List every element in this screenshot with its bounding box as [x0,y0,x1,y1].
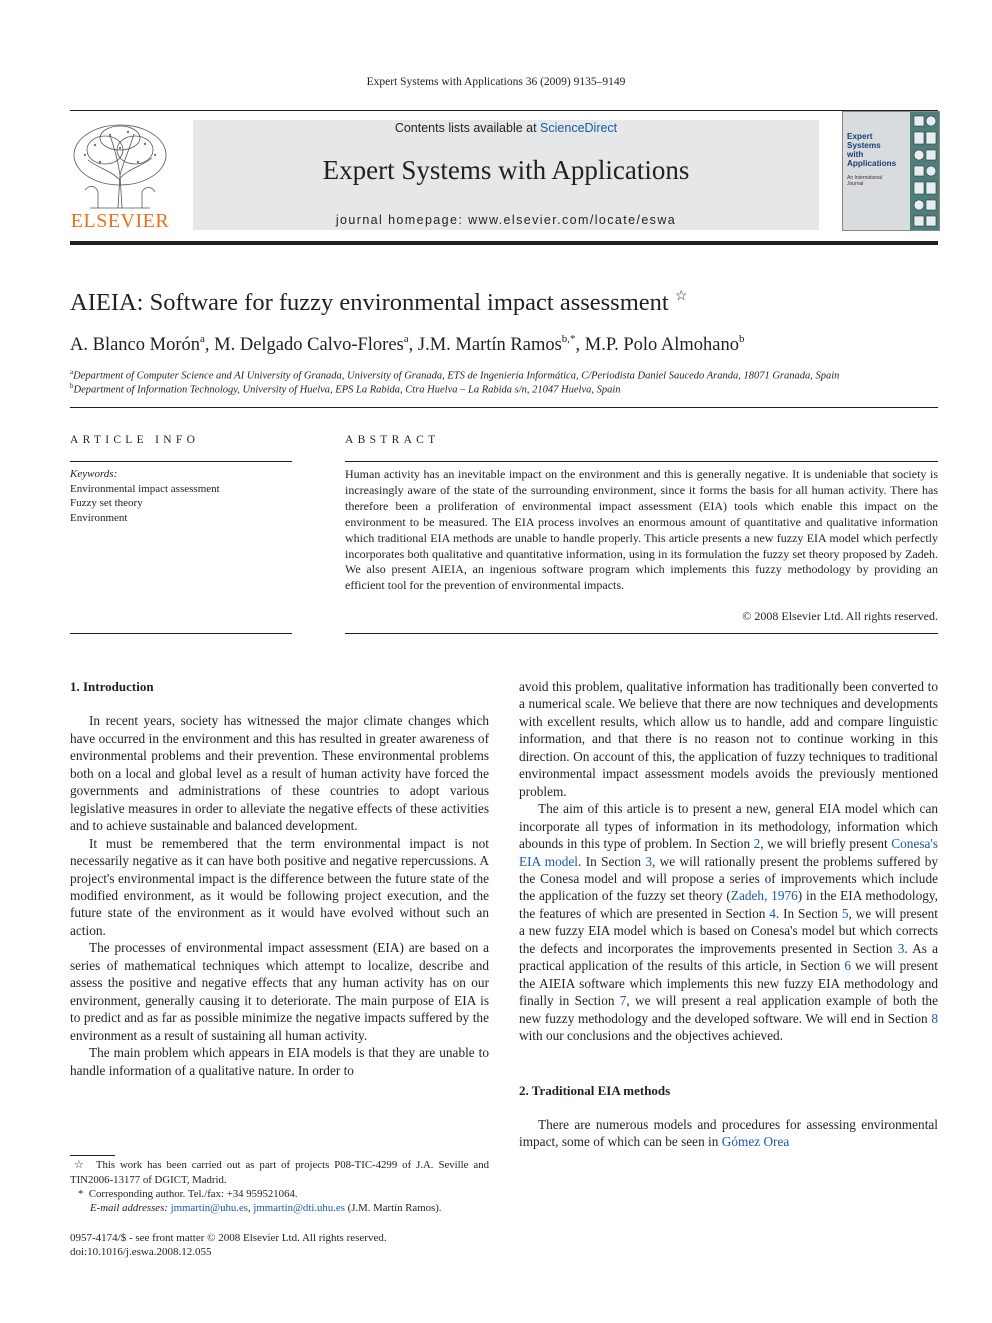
affiliation-b: $^b$Department of Information Technology, University of Huelva, EPS La Rabida, Ctra Huelva – La Rabida s/n, 21047 Huelva, Spain [70,382,621,396]
reference-link[interactable]: Gómez Orea [721,1134,790,1150]
elsevier-wordmark: ELSEVIER [70,210,170,232]
sciencedirect-link[interactable]: ScienceDirect [540,121,618,135]
affiliation-a: $^a$Department of Computer Science and AI University of Granada, University of Granada, ETS de Ingeniería Informática, C/Periodista Daniel Saucedo Aranda, 18071 Granada, Spain [70,368,840,382]
section-heading: 1. Introduction [70,679,154,694]
footnote-funding: ☆ This work has been carried out as part of projects P08-TIC-4299 of J.A. Seville and TIN2006-13177 of DGICT, Madrid. [70,1159,489,1186]
abstract-heading: ABSTRACT [345,434,440,446]
paragraph: avoid this problem, qualitative information has traditionally been converted to a numerical scale. We believe that there are now techniques and developments with excellent results, which allow us to handle, add and compare linguistic information, and that there is no reason not to continue working in this direction. On account of this, the application of fuzzy techniques to traditional environmental impact assessment models avoids the previously mentioned problem. [519,679,938,799]
footnote-corresponding: * Corresponding author. Tel./fax: +34 959521064. [78,1188,298,1200]
header-rule-thick [70,241,938,245]
author-name: A. Blanco Morón [70,335,200,355]
abstract-rule [345,461,938,462]
abstract-copyright: © 2008 Elsevier Ltd. All rights reserved. [742,609,938,623]
abstract-rule-bottom [345,633,938,634]
section-link[interactable]: 7 [619,993,627,1009]
contents-line [193,121,819,135]
body-left-column [70,678,489,1079]
keyword: Environment [70,511,128,524]
section-heading: 2. Traditional EIA methods [519,1082,671,1098]
section-link[interactable]: 8 [931,1010,938,1026]
header-rule-top [70,110,938,111]
keywords-block [70,467,220,525]
paragraph: It must be remembered that the term environmental impact is not necessarily negative as it can have both positive and negative repercussions. A project's environmental impact is the difference between the future state of the modified environment, as it would be following project execution, and the future state of the environment as it would have evolved without such an action. [70,835,489,938]
keyword: Fuzzy set theory [70,497,143,509]
journal-homepage[interactable]: journal homepage: www.elsevier.com/locate/eswa [335,213,677,227]
article-info-rule [70,461,292,462]
section-link[interactable]: 6 [844,958,851,974]
body-right-column [519,678,938,1151]
journal-cover-thumbnail [842,111,940,231]
email-link[interactable]: jmmartin@uhu.es [170,1202,248,1214]
title-footnote-mark[interactable]: ☆ [674,289,688,304]
paragraph: There are numerous models and procedures for assessing environmental impact, some of which can be seen in Gómez Orea [519,1116,938,1150]
section-link[interactable]: 3 [645,853,652,869]
paragraph: In recent years, society has witnessed the major climate changes which have occurred in the environment and this has resulted in greater awareness of environmental problems and their prevention. These environmental problems both on a local and global level as a result of human activity have forced the governments and administrations of these countries to adopt various legislative measures in order to alleviate the negative effects of these activities and to achieve sustainable and balanced development. [70,713,489,834]
affiliation-rule [70,407,938,408]
section-link[interactable]: 5 [841,905,849,921]
footnote-rule [70,1155,115,1156]
article-info-rule-bottom [70,633,292,634]
reference-link[interactable]: Conesa's EIA model [519,836,938,869]
section-link[interactable]: 3 [897,940,905,956]
reference-link[interactable]: Zadeh, 1976 [730,888,798,904]
email-link[interactable]: jmmartin@dti.uhu.es [253,1202,345,1214]
paragraph: The aim of this article is to present a new, general EIA model which can incorporate all types of information in its methodology, information which abounds in this type of problem. In Section 2, we will briefly present Conesa's EIA model. In Section 3, we will rationally present the problems suffered by the Conesa model and will propose a series of improvements which include the application of the fuzzy set theory (Zadeh, 1976) in the EIA methodology, the features of which are presented in Section 4. In Section 5, we will present a new fuzzy EIA model which is based on Conesa's model but which corrects the defects and incorporates the improvements presented in Section 3. As a practical application of the results of this article, in Section 6 we will present the AIEIA software which implements this new fuzzy EIA methodology and finally in Section 7, we will present a real application example of both the new fuzzy methodology and the developed software. We will end in Section 8 with our conclusions and the objectives achieved. [519,801,939,1044]
section-link[interactable]: 4 [769,905,776,921]
paragraph: The main problem which appears in EIA models is that they are unable to handle information of a qualitative nature. In order to [70,1045,489,1078]
contents-prefix: Contents lists available at [394,121,541,135]
issn-line: 0957-4174/$ - see front matter © 2008 Elsevier Ltd. All rights reserved. [70,1232,387,1244]
author-name: J.M. Martín Ramos [417,335,562,355]
keyword: Environmental impact assessment [70,482,220,495]
author-name: M.P. Polo Almohano [584,335,739,355]
cover-title: Expert Systems with Applications [847,132,897,168]
keywords-label: Keywords: [70,468,118,480]
footnote-emails: E-mail addresses: jmmartin@uhu.es, jmmartin@dti.uhu.es (J.M. Martín Ramos). [90,1202,442,1214]
doi-line[interactable]: doi:10.1016/j.eswa.2008.12.055 [70,1246,212,1258]
paragraph: The processes of environmental impact assessment (EIA) are based on a series of mathematical techniques which attempt to localize, describe and assess the positive and negative effects that any human activity has on our environment, generally causing it to deteriorate. The main purpose of EIA is to predict and as far as possible minimize the negative impacts suffered by the environment as a result of sustaining all human activity. [70,940,489,1043]
author-list: A. Blanco Morón$^a$, M. Delgado Calvo-Flores$^a$, J.M. Martín Ramos$^{b,*}$, M.P. Polo Almohano$^b$ [70,333,745,355]
abstract-text: Human activity has an inevitable impact on the environment and this is generally negative. It is undeniable that society is increasingly aware of the state of the surrounding environment, since it forms the basis for all human activity. There has therefore been a proliferation of environmental impact assessment (EIA) tools which enable this impact on the environment to be measured. The EIA process involves an enormous amount of quantitative and qualitative information which traditional EIA methods are unable to handle properly. This article presents a new fuzzy EIA model which perfectly incorporates both qualitative and quantitative information, using in its formulation the fuzzy set theory proposed by Zadeh. We also present AIEIA, an ingenious software program which implements this fuzzy methodology by providing an efficient tool for the prevention of environmental impacts. [345,467,938,593]
journal-title: Expert Systems with Applications [322,155,690,185]
author-name: M. Delgado Calvo-Flores [214,335,404,355]
article-title: AIEIA: Software for fuzzy environmental impact assessment ☆ [70,289,688,316]
section-link[interactable]: 2 [753,836,761,852]
journal-citation: Expert Systems with Applications 36 (2009) 9135–9149 [366,76,626,88]
cover-subtitle: An International Journal [847,175,883,187]
article-info-heading: ARTICLE INFO [70,434,200,446]
cover-icon-strip [910,112,939,230]
